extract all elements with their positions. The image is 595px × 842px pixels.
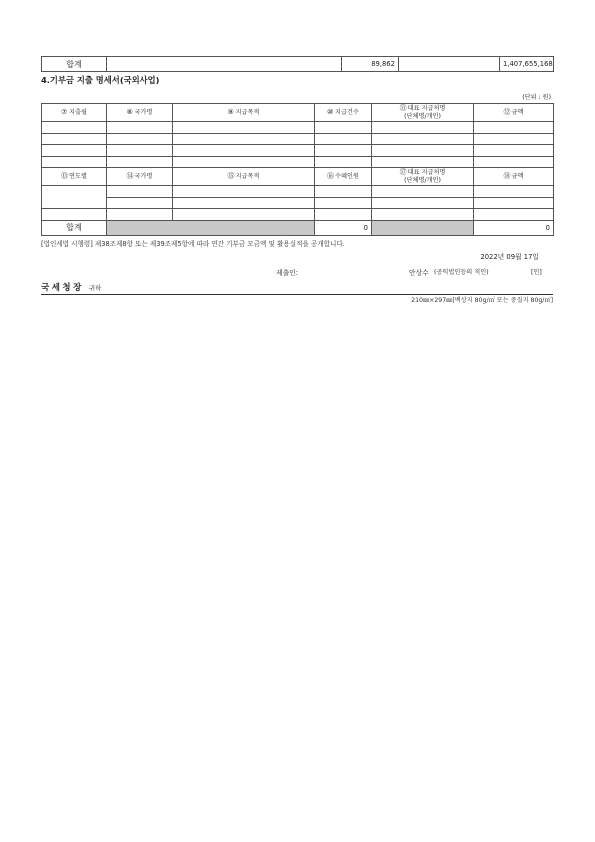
circled-number-icon: ⑫	[503, 107, 511, 116]
circled-number-icon: ⑯	[327, 171, 335, 180]
col-header-country: ⑭국가명	[107, 168, 173, 186]
shaded-cell	[372, 220, 474, 235]
legal-basis-text: [법인세법 시행령] 제38조제8항 또는 제39조제5항에 따라 연간 기부금 모금액 및 활용실적을 공개합니다.	[41, 239, 345, 248]
total-amount: 0	[474, 220, 554, 235]
circled-number-icon: ⑧	[126, 107, 133, 116]
circled-number-icon: ⑦	[61, 107, 68, 116]
shaded-cell	[107, 220, 315, 235]
total-label: 합계	[42, 57, 107, 72]
circled-number-icon: ⑭	[126, 171, 134, 180]
addressee-line	[41, 281, 553, 295]
overseas-donation-table	[41, 103, 554, 236]
submission-date: 2022년 09월 17일	[480, 252, 539, 261]
section-title: 4.기부금 지출 명세서(국외사업)	[41, 75, 160, 85]
circled-number-icon: ⑰	[399, 168, 407, 177]
honorific: 귀하	[88, 283, 102, 292]
bottom-total-row	[42, 220, 554, 235]
total-count: 89,862	[342, 57, 399, 72]
submitter-role: (공익법인등의 직인)	[434, 268, 489, 276]
col-header-purpose: ⑨ 지급목적	[173, 104, 315, 122]
circled-number-icon: ⑪	[399, 104, 407, 113]
total-amount: 1,407,655,168	[500, 57, 554, 72]
seal-mark: [인]	[531, 268, 542, 276]
col-header-purpose: ⑮지급목적	[173, 168, 315, 186]
total-label: 합계	[42, 220, 107, 235]
col-header-year: ⑬연도별	[42, 168, 107, 186]
previous-section-total-table	[41, 56, 554, 72]
circled-number-icon: ⑮	[227, 171, 235, 180]
table-row	[42, 122, 554, 134]
col-header-month: ⑦ 지출월	[42, 104, 107, 122]
col-header-beneficiaries: ⑯수혜인원	[315, 168, 372, 186]
circled-number-icon: ⑬	[61, 171, 69, 180]
table-row	[42, 133, 554, 145]
col-header-amount: ⑱금액	[474, 168, 554, 186]
total-count: 0	[315, 220, 372, 235]
paper-spec: 210㎜×297㎜[백상지 80g/㎡ 또는 중질지 80g/㎡]	[411, 296, 553, 304]
circled-number-icon: ⑨	[227, 107, 234, 116]
header-row-yearly	[42, 168, 554, 186]
col-header-recipient: ⑪대표 지급처명 (단체명/개인)	[372, 104, 474, 122]
circled-number-icon: ⑱	[503, 171, 511, 180]
col-header-country: ⑧ 국가명	[107, 104, 173, 122]
table-row	[42, 156, 554, 168]
empty-cell	[399, 57, 500, 72]
addressee: 국세청장	[41, 282, 84, 293]
table-row	[42, 209, 554, 221]
empty-cell	[107, 57, 342, 72]
col-header-count: ⑩ 지급건수	[315, 104, 372, 122]
table-row	[42, 197, 554, 209]
submitter-label: 제출인:	[276, 268, 298, 277]
circled-number-icon: ⑩	[327, 107, 334, 116]
document-page	[41, 56, 553, 306]
header-row-monthly	[42, 104, 554, 122]
submitter-name: 안상수	[409, 268, 429, 277]
submitter-line	[41, 266, 553, 278]
previous-total-row	[42, 57, 554, 72]
col-header-recipient: ⑰대표 지급처명 (단체명/개인)	[372, 168, 474, 186]
table-row	[42, 186, 554, 198]
unit-note: (단위 : 원)	[522, 94, 551, 101]
table-row	[42, 145, 554, 157]
col-header-amount: ⑫금액	[474, 104, 554, 122]
